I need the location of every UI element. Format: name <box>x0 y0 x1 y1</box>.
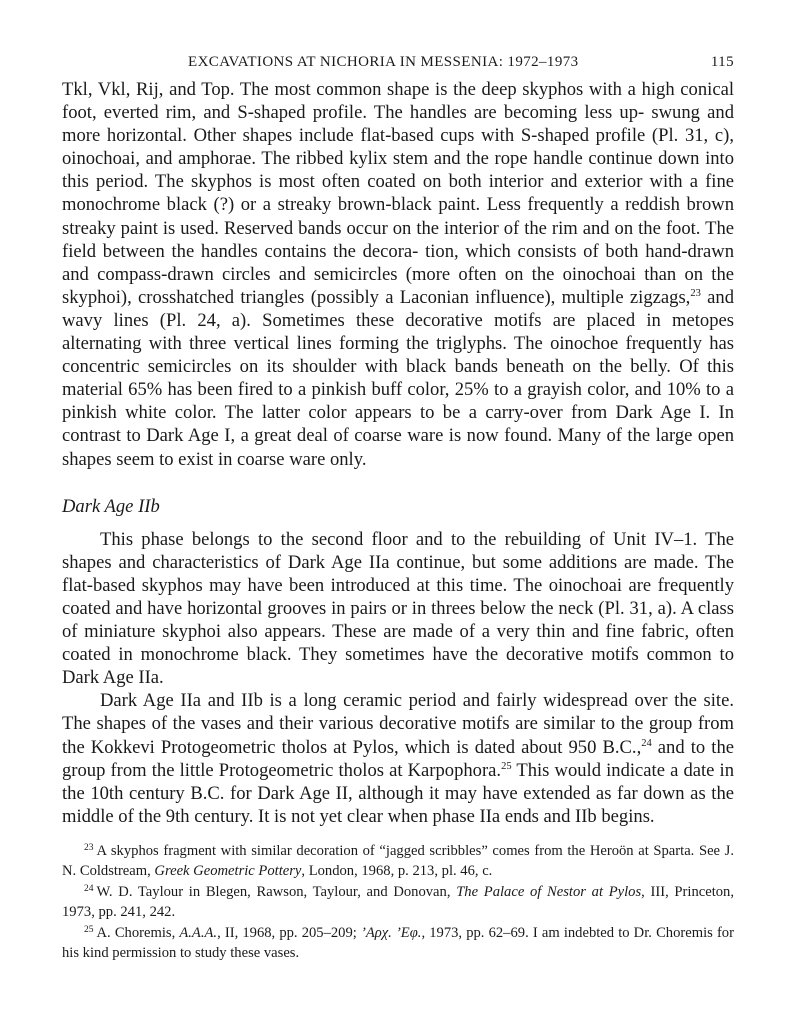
footnote-text: , London, 1968, p. 213, pl. 46, c. <box>301 862 493 879</box>
footnote-text: , II, 1968, pp. 205–209; <box>217 925 361 942</box>
paragraph-1-text-a: Tkl, Vkl, Rij, and Top. The most common shape is the deep skyphos with a high conical foot, everted rim, and S-shaped profile. The handles are becoming less up- swung and more horizontal. Other shapes include flat-based cups with S-shaped profile (Pl. 31, c), oinochoai, and amphorae. The ribbed kylix stem and the rope handle continue down into this period. The skyphos is most often coated on both interior and exterior with a fine monochrome black (?) or a streaky brown-black paint. Less frequently a reddish brown streaky paint is used. Reserved bands occur on the interior of the rim and on the foot. The field between the handles contains the decora- tion, which consists of both hand-drawn and compass-drawn circles and semicircles (more often on the oinochoai than on the skyphoi), crosshatched triangles (possibly a Laconian influence), multiple zigzags, <box>62 79 734 308</box>
paragraph-3-text-d: for Dark Age II, although it may have extended as far down as the middle of the 9th century. It is not yet clear when phase IIa ends and IIb begins. <box>62 782 734 827</box>
footnote-number: 24 <box>84 884 94 895</box>
paragraph-3 <box>62 689 734 828</box>
footnote-text: , 1973, pp. 62–69. I am indebted to Dr. Choremis for his kind permission to study these vases. <box>62 925 734 961</box>
footnote-text: A. Choremis, <box>96 925 180 942</box>
footnote-number: 25 <box>84 925 94 936</box>
footnote-title: The Palace of Nestor at Pylos <box>456 884 642 901</box>
footnote-title: ’Αρχ. ’Εφ. <box>360 925 422 942</box>
era-abbreviation: B.C. <box>602 736 637 758</box>
paragraph-1-text-b: and wavy lines (Pl. 24, a). Sometimes these decorative motifs are placed in metopes alternating with three vertical lines forming the triglyphs. The oinochoe frequently has concentric semicircles on its shoulder with black bands beneath on the belly. Of this material 65% has been fired to a pinkish buff color, 25% to a grayish color, and 10% to a pinkish white color. The latter color appears to be a carry-over from Dark Age I. In contrast to Dark Age I, a great deal of coarse ware is now found. Many of the large open shapes seem to exist in coarse ware only. <box>62 286 734 470</box>
footnote-ref-25: 25 <box>501 760 512 772</box>
footnote-number: 23 <box>84 842 94 853</box>
footnote-23 <box>62 842 734 881</box>
footnote-ref-24: 24 <box>641 737 652 749</box>
footnote-title: Greek Geometric Pottery <box>154 862 302 879</box>
paragraph-3-comma: , <box>636 736 642 758</box>
footnotes <box>62 842 734 964</box>
page <box>62 54 734 965</box>
running-head <box>62 54 734 78</box>
footnote-text: W. D. Taylour in Blegen, Rawson, Taylour, and Donovan, <box>96 884 457 901</box>
footnote-text: A skyphos fragment with similar decoration of “jagged scribbles” comes from the Heroön at Sparta. See J. N. Coldstream, <box>62 842 734 879</box>
paragraph-2: This phase belongs to the second floor and to the rebuilding of Unit IV–1. The shapes and characteristics of Dark Age IIa continue, but some additions are made. The flat-based skyphos may have been introduced at this time. The oinochoai are frequently coated and have horizontal grooves in pairs or in threes below the neck (Pl. 31, a). A class of miniature skyphoi also appears. These are made of a very thin and fine fabric, often coated in monochrome black. They sometimes have the decorative motifs common to Dark Age IIa. <box>62 528 734 689</box>
footnote-24 <box>62 883 734 922</box>
footnote-text: , III, Princeton, 1973, pp. 241, 242. <box>62 884 734 920</box>
footnote-ref-23: 23 <box>690 287 701 299</box>
era-abbreviation: B.C. <box>190 782 225 804</box>
section-heading: Dark Age IIb <box>62 495 160 517</box>
footnote-25 <box>62 924 734 963</box>
paragraph-3-text-b: and to the group from the little Protogeometric tholos at Karpophora. <box>62 736 734 781</box>
running-title: EXCAVATIONS AT NICHORIA IN MESSENIA: 1972–1973 <box>188 54 579 70</box>
paragraph-3-text-c: This would indicate a date in the 10th century <box>62 759 734 804</box>
paragraph-1 <box>62 78 734 471</box>
paragraph-3-text-a: Dark Age IIa and IIb is a long ceramic period and fairly widespread over the site. The shapes of the vases and their various decorative motifs are similar to the group from the Kokkevi Protogeometric tholos at Pylos, which is dated about 950 <box>62 690 734 758</box>
body-text <box>62 78 734 828</box>
page-number: 115 <box>710 54 734 70</box>
footnote-title: A.A.A. <box>179 925 218 942</box>
